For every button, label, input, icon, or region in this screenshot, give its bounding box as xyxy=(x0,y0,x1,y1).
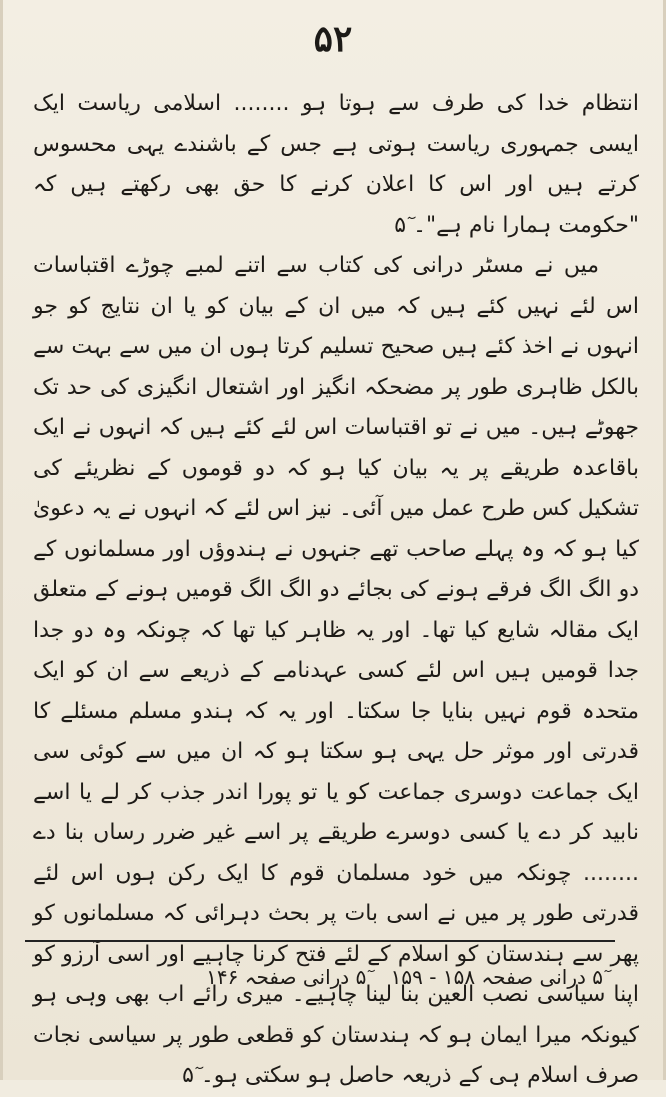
footnotes xyxy=(43,962,603,992)
footnote-1: ۵ٓ درانی صفحہ ۱۵۸ - ۱۵۹ xyxy=(390,965,603,989)
footnote-2: ۵ٓ درانی صفحہ ۱۴۶ xyxy=(206,965,367,989)
paragraph-2: میں نے مسٹر درانی کی کتاب سے اتنے لمبے چوڑے اقتباسات اس لئے نہیں کئے ہیں کہ میں ان کے بیان کو یا ان نتایج کو جو انہوں نے اخذ کئے ہیں صحیح تسلیم کرتا ہوں ان میں سے بہت سے بالکل ظاہری طور پر مضحکہ انگیز اور اشتعال انگیزی کی حد تک جھوٹے ہیں۔ میں نے تو اقتباسات اس لئے کئے ہیں کہ انہوں نے ایک باقاعدہ طریقے پر یہ بیان کیا ہو کہ دو قوموں کے نظریئے کی تشکیل کس طرح عمل میں آئی۔ نیز اس لئے کہ انہوں نے یہ دعویٰ کیا ہو کہ وہ پہلے صاحب تھے جنہوں نے ہندوؤں اور مسلمانوں کے دو الگ الگ فرقے ہونے کی بجائے دو الگ الگ قومیں ہونے کے متعلق ایک مقالہ شایع کیا تھا۔ اور یہ ظاہر کیا تھا کہ چونکہ وہ دو جدا جدا قومیں ہیں اس لئے کسی عہدنامے کے ذریعے سے ان کو ایک متحدہ قوم نہیں بنایا جا سکتا۔ اور یہ کہ ہندو مسلم مسئلے کا قدرتی اور موثر حل یہی ہو سکتا ہو کہ ان میں سے کوئی سی ایک جماعت دوسری جماعت کو یا تو پورا اندر جذب کر لے یا اسے نابید کر دے یا کسی دوسرے طریقے پر اسے غیر ضرر رساں بنا دے ........ چونکہ میں خود مسلمان قوم کا ایک رکن ہوں اس لئے قدرتی طور پر میں نے اسی بات پر بحث دہرائی کہ مسلمانوں کو پھر سے ہندستان کو اسلام کے لئے فتح کرنا چاہیے اور اسی آرزو کو اپنا سیاسی نصب العین بنا لینا چاہیے۔ میری رائے اب بھی وہی ہو کیونکہ میرا ایمان ہو کہ ہندستان کو قطعی طور پر سیاسی نجات صرف اسلام ہی کے ذریعہ حاصل ہو سکتی ہو۔ ۵ٓ xyxy=(33,253,639,1088)
footnote-divider xyxy=(25,940,615,942)
page-number: ۵۲ xyxy=(313,18,353,60)
paragraph-1: انتظام خدا کی طرف سے ہوتا ہو ........ اسلامی ریاست ایک ایسی جمہوری ریاست ہوتی ہے جس کے باشندے یہی محسوس کرتے ہیں اور اس کا اعلان کرنے کا حق بھی رکھتے ہیں کہ "حکومت ہمارا نام ہے"۔ ۵ٓ xyxy=(33,91,639,238)
main-text xyxy=(33,84,639,1097)
